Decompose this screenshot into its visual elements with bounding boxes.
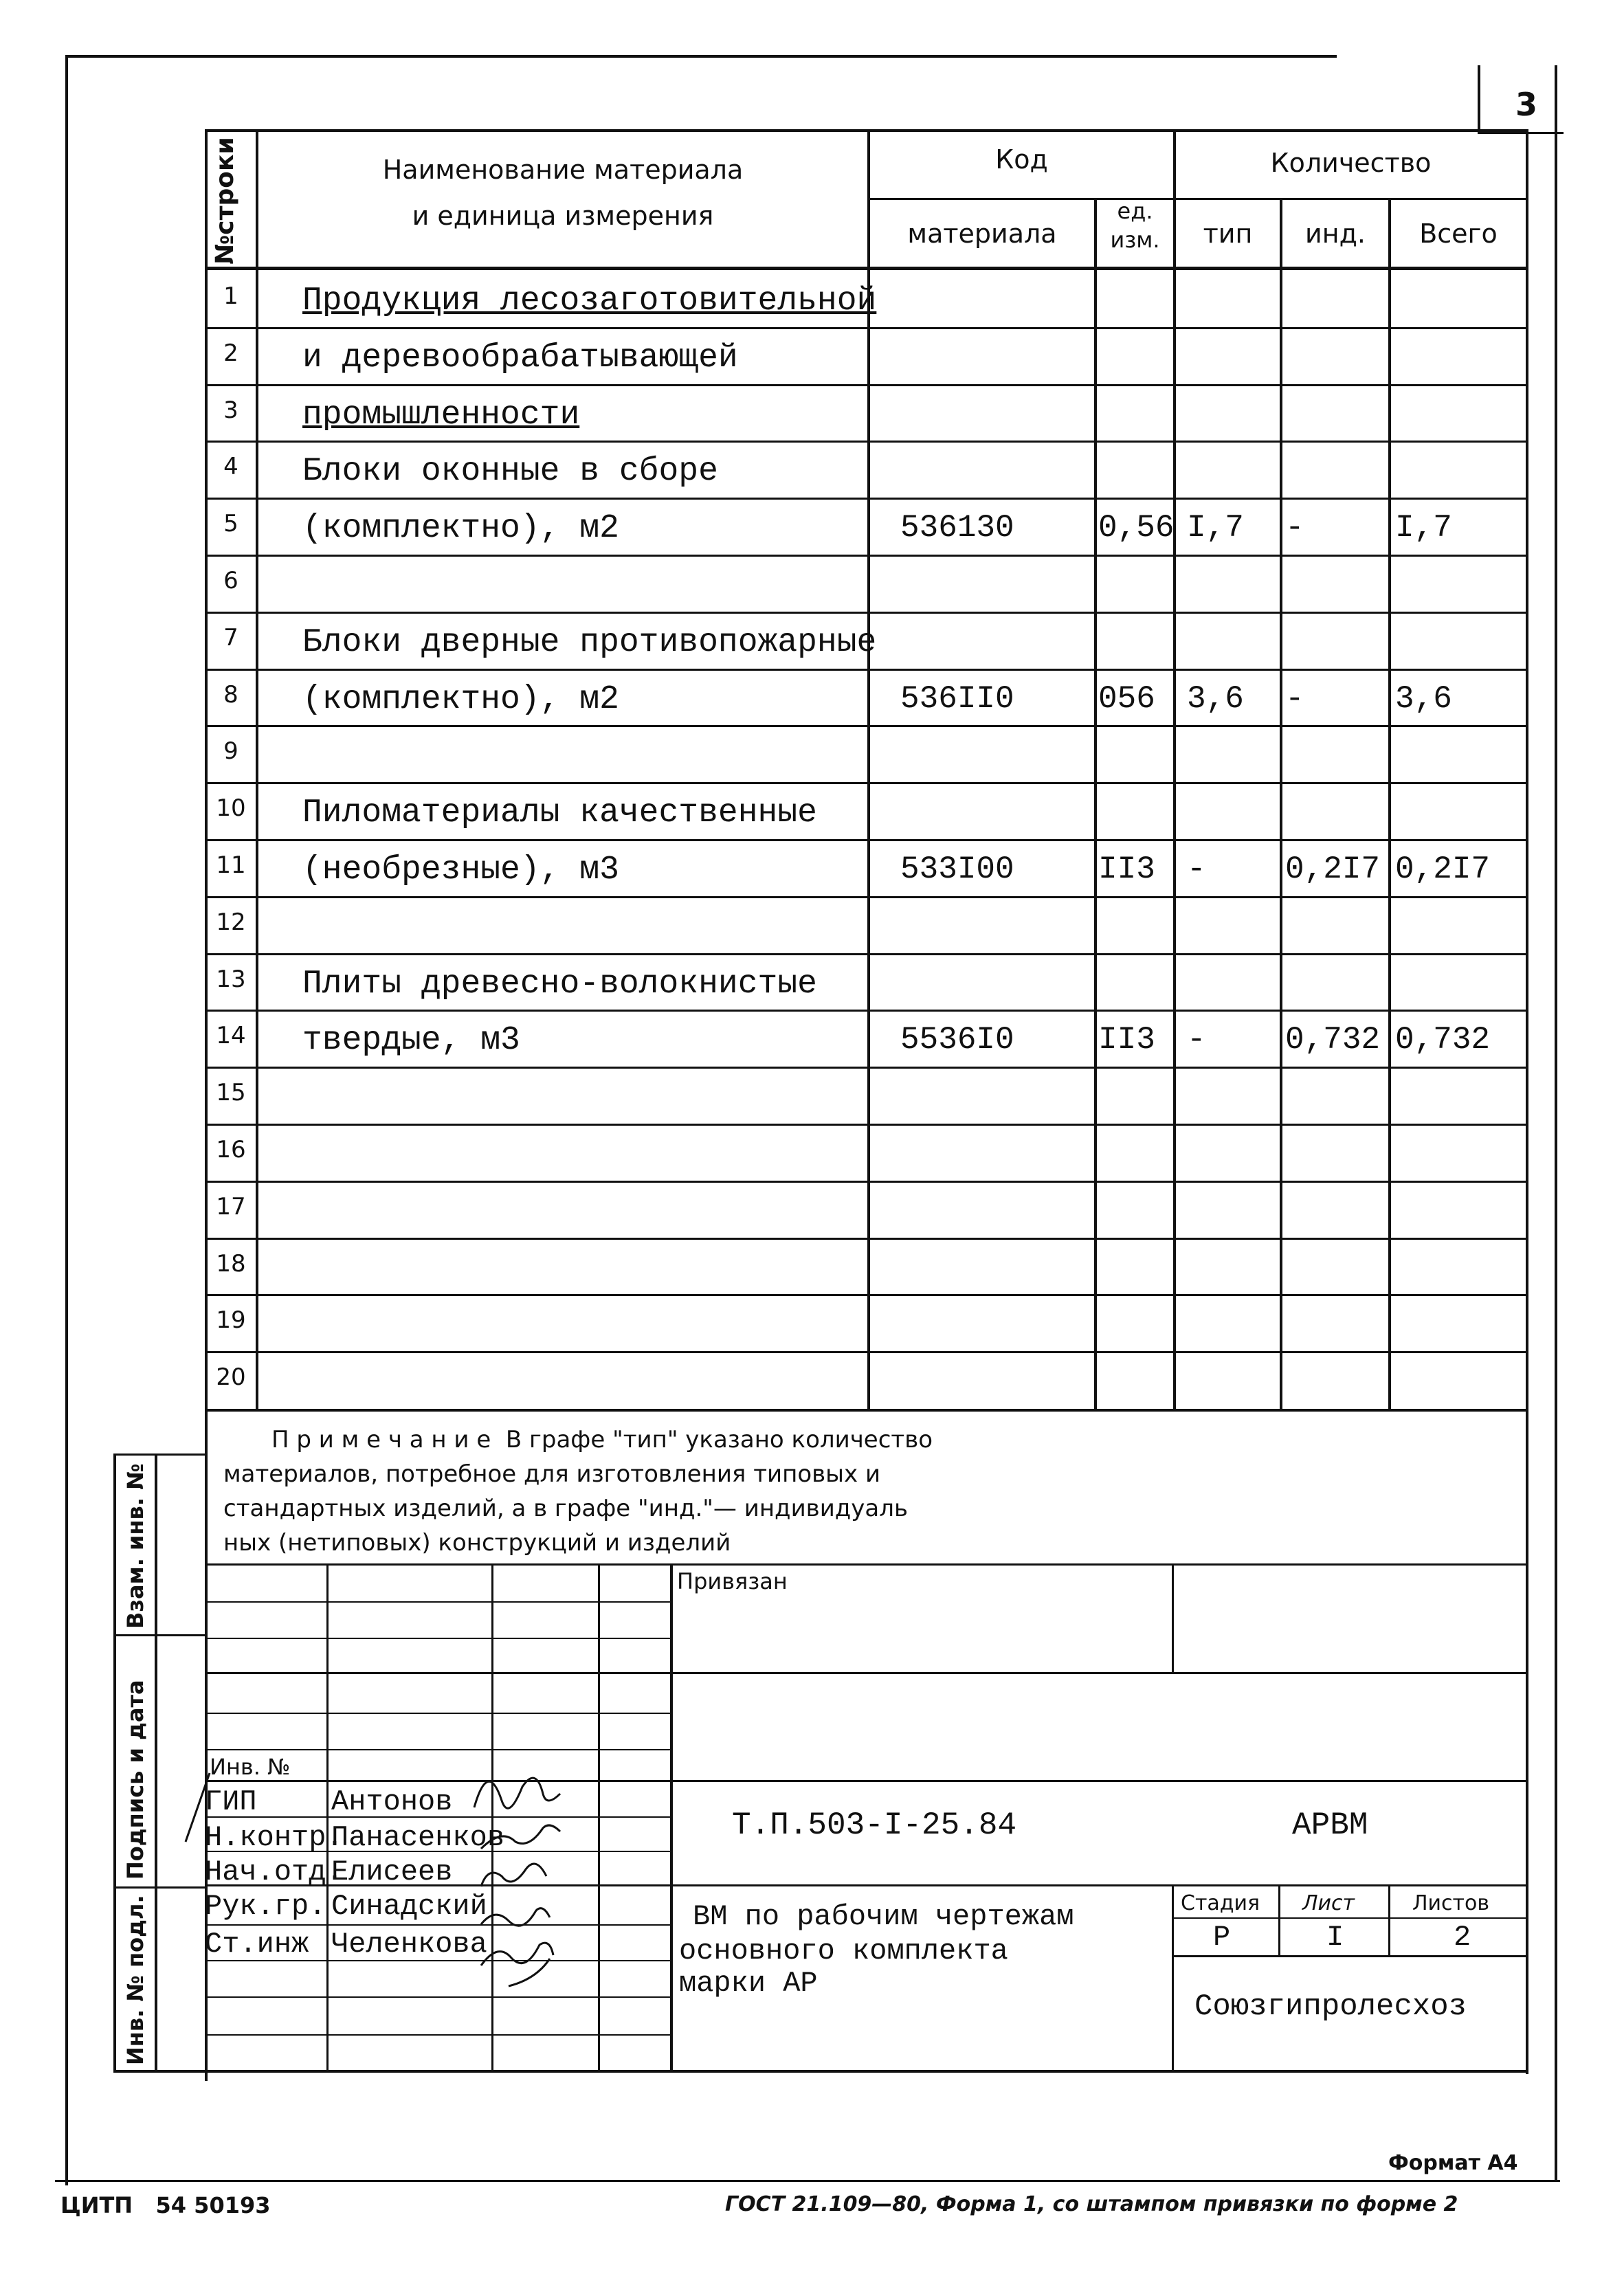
signatures-scribble	[179, 1759, 619, 2007]
stamp-privyazan-label: Привязан	[677, 1568, 788, 1594]
side-label-inv-podl: Инв. № подл.	[122, 1895, 148, 2065]
row-divider	[205, 725, 1528, 727]
col-line-rownum	[256, 129, 258, 1411]
stamp-stage-label: Стадия	[1181, 1891, 1260, 1915]
cell-unit: II3	[1098, 851, 1155, 887]
header-quantity: Количество	[1270, 148, 1432, 178]
stamp-person-role: Нач.отд.	[205, 1856, 344, 1889]
stamp-person-role: Н.контр.	[205, 1821, 344, 1854]
stamp-stage-col2	[1388, 1884, 1390, 1957]
col-line-unit	[1173, 129, 1176, 1411]
side-label-vzam: Взам. инв. №	[122, 1463, 148, 1629]
side-strip-top	[113, 1454, 206, 1456]
cell-typ: 3,6	[1187, 681, 1244, 717]
footer-format: Формат А4	[1388, 2151, 1518, 2175]
stamp-stage: Р	[1213, 1921, 1231, 1954]
row-divider	[205, 441, 1528, 443]
sheet-number: 3	[1515, 86, 1538, 123]
cell-typ: I,7	[1187, 510, 1244, 546]
material-name: (комплектно), м2	[302, 510, 619, 547]
header-name-line2: и единица измерения	[412, 201, 714, 231]
stamp-privyazan-box-bottom	[672, 1672, 1174, 1674]
row-number: 18	[216, 1250, 246, 1278]
table-top	[205, 129, 1528, 132]
row-number: 6	[223, 567, 238, 594]
row-divider	[205, 1124, 1528, 1126]
stamp-top	[205, 1563, 1528, 1566]
cell-ind: 0,732	[1285, 1022, 1381, 1058]
row-number: 8	[223, 681, 238, 709]
row-number: 20	[216, 1363, 246, 1391]
row-divider	[205, 669, 1528, 671]
material-name: промышленности	[302, 397, 580, 434]
stamp-person-role: Рук.гр.	[205, 1890, 326, 1923]
row-number: 14	[216, 1022, 246, 1049]
cell-code: 533I00	[900, 851, 1014, 887]
stamp-stage-bottom	[1172, 1955, 1528, 1957]
stamp-line-c	[205, 1713, 672, 1714]
row-divider	[205, 612, 1528, 614]
stamp-stage-col1	[1278, 1884, 1280, 1957]
stamp-sheets: 2	[1454, 1921, 1471, 1954]
stamp-line-k	[205, 2034, 672, 2036]
table-right	[1526, 129, 1528, 2074]
cell-unit: 0,56	[1098, 510, 1175, 546]
sheet-number-underline	[1478, 132, 1564, 134]
material-name: Блоки дверные противопожарные	[302, 624, 877, 661]
row-divider	[205, 1067, 1528, 1069]
cell-unit: II3	[1098, 1022, 1155, 1058]
stamp-line-d	[205, 1749, 672, 1750]
cell-ind: 0,2I7	[1285, 851, 1381, 887]
cell-total: 0,2I7	[1395, 851, 1491, 887]
material-name: и деревообрабатывающей	[302, 339, 738, 377]
header-total: Всего	[1419, 219, 1498, 249]
row-divider	[205, 1294, 1528, 1296]
sheet-number-divider	[1478, 65, 1480, 134]
note-line1: П р и м е ч а н и е В графе "тип" указано количество	[271, 1426, 933, 1454]
row-number: 5	[223, 510, 238, 537]
side-strip-left	[113, 1454, 116, 2072]
cell-code: 536130	[900, 510, 1014, 546]
stamp-title-line1: ВМ по рабочим чертежам	[693, 1900, 1074, 1933]
row-number: 11	[216, 851, 246, 879]
row-divider	[205, 384, 1528, 386]
row-number: 16	[216, 1136, 246, 1163]
stamp-line-a	[205, 1601, 672, 1603]
cell-ind: -	[1285, 681, 1304, 717]
stamp-person-name: Синадский	[331, 1890, 487, 1923]
note-line3: стандартных изделий, а в графе "инд."— индивидуаль	[223, 1495, 909, 1522]
material-name: Продукция лесозаготовительной	[302, 282, 877, 320]
col-line-code	[1094, 198, 1097, 1411]
table-bottom	[205, 1409, 1528, 1412]
header-name-line1: Наименование материала	[382, 155, 744, 185]
stamp-col-4	[670, 1563, 673, 2072]
row-divider	[205, 1238, 1528, 1240]
header-code: Код	[995, 144, 1048, 175]
header-sub-line	[867, 198, 1528, 200]
material-name: (необрезные), м3	[302, 851, 619, 889]
stamp-title-line3: марки АР	[679, 1967, 818, 2000]
cell-total: 3,6	[1395, 681, 1452, 717]
material-name: (комплектно), м2	[302, 681, 619, 718]
row-number: 17	[216, 1193, 246, 1221]
material-name: твердые, м3	[302, 1022, 520, 1059]
cell-total: 0,732	[1395, 1022, 1491, 1058]
row-number: 1	[223, 282, 238, 310]
header-material: материала	[907, 219, 1057, 249]
stamp-mark: АРВМ	[1292, 1807, 1368, 1843]
stamp-person-role: Ст.инж	[205, 1928, 309, 1961]
stamp-inv-no: Инв. №	[210, 1754, 291, 1780]
row-divider	[205, 839, 1528, 841]
stamp-person-role: ГИП	[205, 1785, 257, 1818]
stamp-person-name: Панасенков	[331, 1821, 505, 1854]
cell-total: I,7	[1395, 510, 1452, 546]
row-number: 2	[223, 339, 238, 367]
col-line-ind	[1388, 198, 1391, 1411]
cell-typ: -	[1187, 1022, 1206, 1058]
row-divider	[205, 1010, 1528, 1012]
note-line2: материалов, потребное для изготовления типовых и	[223, 1460, 881, 1488]
row-number: 9	[223, 737, 238, 765]
frame-left	[65, 55, 68, 2185]
row-number: 15	[216, 1079, 246, 1106]
row-divider	[205, 327, 1528, 329]
row-number: 12	[216, 909, 246, 936]
row-divider	[205, 1181, 1528, 1183]
stamp-sheet: I	[1326, 1921, 1344, 1954]
material-name: Плиты древесно-волокнистые	[302, 966, 817, 1003]
row-divider	[205, 896, 1528, 898]
stamp-title-divider	[1172, 1884, 1174, 2072]
stamp-privyazan-right	[1172, 1563, 1174, 1673]
frame-right	[1555, 65, 1557, 2182]
row-divider	[205, 555, 1528, 557]
stamp-stage-line	[1172, 1917, 1528, 1919]
footer-left: ЦИТП 54 50193	[60, 2192, 271, 2218]
footer-right: ГОСТ 21.109—80, Форма 1, со штампом привязки по форме 2	[725, 2192, 1458, 2216]
stamp-person-name: Елисеев	[331, 1856, 453, 1889]
side-label-podpis: Подпись и дата	[122, 1680, 148, 1880]
stamp-org: Союзгипролесхоз	[1194, 1990, 1467, 2024]
row-divider	[205, 953, 1528, 955]
row-number: 3	[223, 397, 238, 424]
stamp-line-b	[205, 1638, 672, 1639]
cell-ind: -	[1285, 510, 1304, 546]
table-header-bottom	[205, 267, 1528, 270]
cell-unit: 056	[1098, 681, 1155, 717]
material-name: Пиломатериалы качественные	[302, 794, 817, 832]
header-unit-2: изм.	[1110, 227, 1160, 253]
cell-code: 5536I0	[900, 1022, 1014, 1058]
note-line4: ных (нетиповых) конструкций и изделий	[223, 1529, 731, 1557]
row-divider	[205, 498, 1528, 500]
cell-typ: -	[1187, 851, 1206, 887]
header-type: тип	[1203, 219, 1253, 249]
header-row-no: №строки	[211, 137, 239, 265]
row-number: 10	[216, 794, 246, 822]
row-divider	[205, 782, 1528, 784]
stamp-doc-code: Т.П.503-I-25.84	[732, 1807, 1017, 1843]
frame-top	[65, 55, 1337, 58]
stamp-sheets-label: Листов	[1412, 1891, 1490, 1915]
side-strip-divider	[155, 1454, 157, 2072]
row-number: 13	[216, 966, 246, 993]
row-number: 4	[223, 453, 238, 480]
stamp-sheet-label: Лист	[1302, 1891, 1355, 1915]
row-divider	[205, 1351, 1528, 1353]
side-strip-sep1	[113, 1634, 206, 1636]
header-ind: инд.	[1305, 219, 1366, 249]
frame-bottom	[55, 2180, 1560, 2182]
side-strip-bottom	[113, 2070, 1528, 2073]
stamp-title-line2: основного комплекта	[679, 1935, 1008, 1968]
row-number: 19	[216, 1306, 246, 1334]
stamp-person-name: Антонов	[331, 1785, 453, 1818]
col-line-type	[1280, 198, 1282, 1411]
cell-code: 536II0	[900, 681, 1014, 717]
col-line-name	[867, 129, 870, 1411]
row-number: 7	[223, 624, 238, 651]
material-name: Блоки оконные в сборе	[302, 453, 718, 490]
stamp-person-name: Челенкова	[331, 1928, 487, 1961]
header-unit-1: ед.	[1117, 198, 1153, 224]
